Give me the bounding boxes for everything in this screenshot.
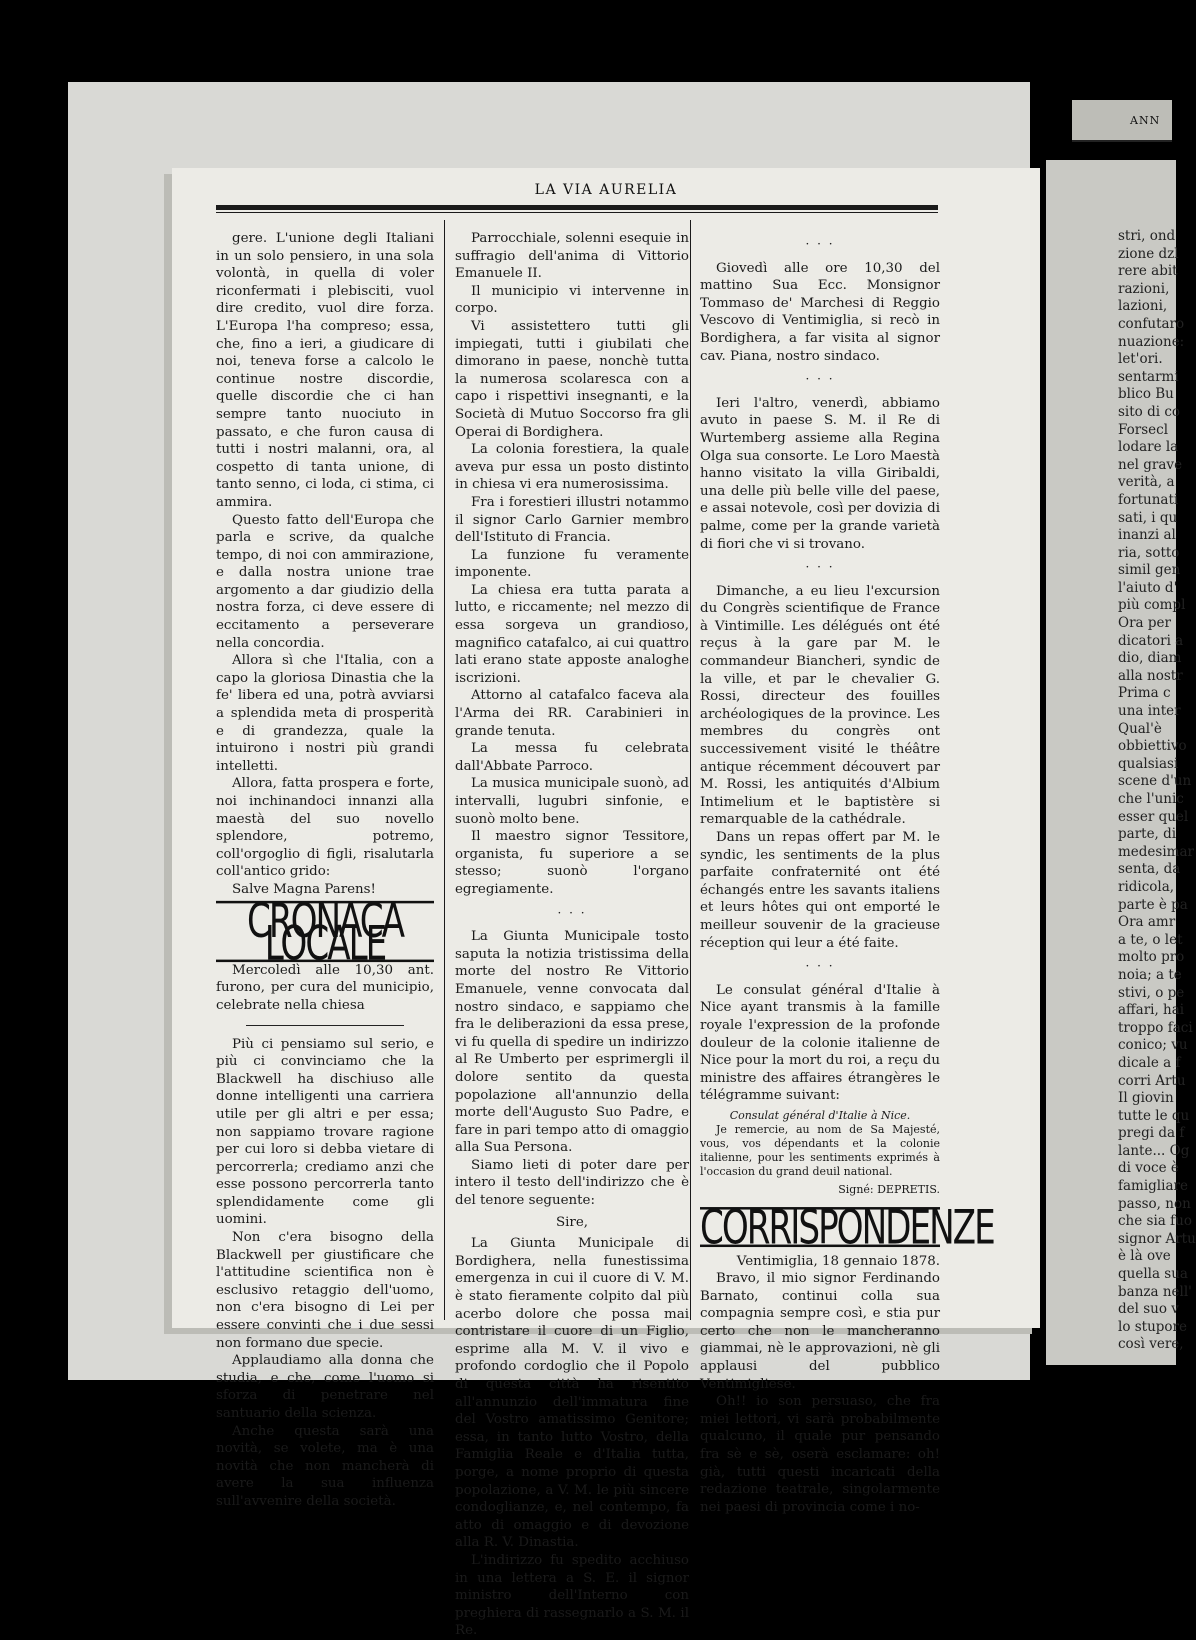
- column-1: [216, 230, 434, 1509]
- paragraph: Attorno al catafalco faceva ala l'Arma dei RR. Carabinieri in grande tenuta.: [455, 688, 689, 739]
- paragraph: La colonia forestiera, la quale aveva pur essa un posto distinto in chiesa vi era numerosissima.: [455, 442, 689, 493]
- adjacent-page-tab: [1072, 100, 1172, 142]
- telegram-signature: Signé: DEPRETIS.: [838, 1182, 940, 1196]
- blackwell-article: [216, 1036, 434, 1511]
- separator-dots: · · ·: [805, 560, 835, 575]
- paragraph: Parrocchiale, solenni esequie in suffragio dell'anima di Vittorio Emanuele II.: [455, 231, 689, 282]
- paragraph: Non c'era bisogno della Blackwell per giustificare che l'attitudine scientifica non è esclusivo retaggio dell'uomo, non c'era bisogno di Lei per essere convinti che i due sessi non formano due specie.: [216, 1230, 434, 1351]
- paragraph: Giovedì alle ore 10,30 del mattino Sua Ecc. Monsignor Tommaso de' Marchesi di Reggio Vescovo di Ventimiglia, si recò in Bordighera, a far visita al signor cav. Piana, nostro sindaco.: [700, 260, 940, 364]
- paragraph: Bravo, il mio signor Ferdinando Barnato, continui colla sua compagnia sempre così, e stia pur certo che non le mancheranno giammai, nè le approvazioni, nè gli applausi del pubblico Ventimigliese.: [700, 1271, 940, 1392]
- adjacent-page-text: stri, ond zione dzl rere abit razioni, lazioni, confutaro nuazione: let'ori. sentarmi blico Bu sito di co Forsecl lodare la nel grave verità, a fortunati sati, i qu inanzi al ria, sotto simil gen l'aiuto d' più compl Ora per dicatori a dio, diam alla nostr Prima c una inter Qual'è obbiettivo qualsiasi scene d'un che l'unic esser quel parte, di medesimar senta, da ridicola, parte è pa Ora amr a te, o let molto pro noia; a te stivi, o pe affari, hai troppo faci conico; vu dicale a f corri Artu Il giovin tutte le qu pregi da f lante... Og di voce è famigliare passo, non che sia fuo signor Artu è là ove quella sua banza nell' del suo v lo stupore così vere,: [1118, 228, 1196, 1353]
- column-3: [700, 230, 994, 1515]
- paragraph: Allora sì che l'Italia, con a capo la gloriosa Dinastia che la fe' libera ed una, potrà avviarsi a splendida meta di prosperità e di grandezza, quale la intuirono i nostri più grandi intelletti.: [216, 653, 434, 774]
- separator-dots: · · ·: [557, 905, 587, 920]
- paragraph: Più ci pensiamo sul serio, e più ci convinciamo che la Blackwell ha dischiuso alle donne intelligenti una carriera utile per gli altri e per essa; non sappiamo trovare ragione per cui loro si debba vietare di percorrerla; crediamo anzi che esse possono percorrerla tanto splendidamente come gli uomini.: [216, 1036, 434, 1228]
- paragraph: La musica municipale suonò, ad intervalli, lugubri sinfonie, e suonò molto bene.: [455, 776, 689, 827]
- telegram-head: Consulat général d'Italie à Nice.: [729, 1108, 911, 1122]
- paragraph: Le consulat général d'Italie à Nice ayant transmis à la famille royale l'expression de la profonde douleur de la colonie italienne de Nice pour la mort du roi, a reçu du ministre des affaires étrangères le télégramme suivant:: [700, 982, 940, 1104]
- column-2: [455, 230, 689, 1639]
- paragraph: Vi assistettero tutti gli impiegati, tutti i giubilati che dimorano in paese, nonchè tutta la numerosa scolaresca con a capo i rispettivi insegnanti, e la Società di Mutuo Soccorso fra gli Operai di Bordighera.: [455, 318, 689, 440]
- paragraph: La chiesa era tutta parata a lutto, e riccamente; nel mezzo di essa sorgeva un grandioso, magnifico catafalco, ai cui quattro lati erano state apposte analoghe iscrizioni.: [455, 582, 689, 686]
- bishop-visit: [700, 260, 940, 366]
- column-1-paragraphs: [216, 230, 434, 899]
- dateline: Ventimiglia, 18 gennaio 1878.: [736, 1253, 940, 1269]
- adjacent-page: [1046, 160, 1196, 1365]
- masthead: LA VIA AURELIA: [534, 182, 678, 198]
- cronaca-text: Mercoledì alle 10,30 ant. furono, per cura del municipio, celebrate nella chiesa: [216, 962, 434, 1013]
- column-rule-2: [690, 220, 691, 1320]
- adjacent-page-label: ANN: [1130, 114, 1161, 127]
- section-rule: [246, 1025, 404, 1026]
- paragraph: La funzione fu veramente imponente.: [455, 547, 689, 581]
- paragraph: Siamo lieti di poter dare per intero il testo dell'indirizzo che è del tenore seguente:: [455, 1157, 689, 1209]
- paragraph: Ieri l'altro, venerdì, abbiamo avuto in paese S. M. il Re di Wurtemberg assieme alla Regina Olga sua consorte. Le Loro Maestà hanno visitato la villa Giribaldi, una delle più belle ville del paese, e assai notevole, così per dovizia di palme, come per la grande varietà di fiori che vi si trovano.: [700, 395, 940, 552]
- paragraph: Salve Magna Parens!: [232, 881, 376, 897]
- cronaca-locale-heading: CRONACA LOCALE: [216, 900, 434, 961]
- masthead-rule: [216, 205, 938, 210]
- paragraph: Allora, fatta prospera e forte, noi inchinandoci innanzi alla maestà del suo novello splendore, potremo, coll'orgoglio di figli, risalutarla coll'antico grido:: [216, 776, 434, 880]
- paragraph: L'indirizzo fu spedito acchiuso in una lettera a S. E. il signor ministro dell'Interno con preghiera di rassegnarlo a S. M. il Re.: [455, 1552, 689, 1639]
- column-rule-1: [444, 220, 445, 1320]
- paragraph: Dimanche, a eu lieu l'excursion du Congrès scientifique de France à Vintimille. Les délégués ont été reçus à la gare par M. le commandeur Biancheri, syndic de la ville, et par le chevalier G. Rossi, directeur des fouilles archéologiques de la province. Les membres du congrès ont successivement visité le théâtre antique récemment découvert par M. Rossi, les antiquités d'Albium Intimelium et le baptistère si remarquable de la cathédrale.: [700, 583, 940, 828]
- paragraph: gere. L'unione degli Italiani in un solo pensiero, in una sola volontà, in quella di voler riconfermati i plebisciti, vuol dire credito, vuol dire forza. L'Europa l'ha compreso; essa, che, fino a ieri, a giudicare di noi, teneva forse a calcolo le continue nostre discordie, quelle discordie che ci han sempre tanto nuociuto in passato, e che furon causa di tutti i nostri malanni, ora, al cospetto di tanta unione, di tanto senno, ci loda, ci stima, ci ammira.: [216, 231, 434, 510]
- address-text: [455, 1235, 689, 1640]
- paragraph: Anche questa sarà una novità, se volete, ma è una novità che non mancherà di avere la sua influenza sull'avvenire della società.: [216, 1423, 434, 1509]
- paragraph: Questo fatto dell'Europa che parla e scrive, da qualche tempo, di noi con ammirazione, e dalla nostra unione trae argomento a dar giudizio della nostra forza, ci deve essere di eccitamento a perseverare nella concordia.: [216, 512, 434, 651]
- separator-dots: · · ·: [805, 372, 835, 387]
- paragraph: La Giunta Municipale tosto saputa la notizia tristissima della morte del nostro Re Vittorio Emanuele, venne convocata dal nostro sindaco, e sappiamo che fra le deliberazioni da essa prese, vi fu quella di spedire un indirizzo al Re Umberto per esprimergli il dolore sentito da questa popolazione all'annunzio della morte dell'Augusto Suo Padre, e fare in pari tempo atto di omaggio alla Sua Persona.: [455, 929, 689, 1156]
- telegram-body: Je remercie, au nom de Sa Majesté, vous, vos dépendants et la colonie italienne, pour les sentiments exprimés à l'occasion du grand deuil national.: [700, 1122, 940, 1178]
- consulat-report: [700, 982, 940, 1105]
- wurtemberg-visit: [700, 395, 940, 553]
- giunta-report: [455, 928, 689, 1210]
- sire-salutation: Sire,: [555, 1214, 589, 1230]
- paragraph: Oh!! io son persuaso, che fra miei lettori, vi sarà probabilmente qualcuno, il quale pur pensando fra sè e sè, oserà esclamare: oh! già, tutti questi incaricati della redazione teatrale, singolarmente nei paesi di provincia come i no-: [700, 1394, 940, 1515]
- paragraph: La messa fu celebrata dall'Abbate Parroco.: [455, 741, 689, 774]
- separator-dots: · · ·: [805, 959, 835, 974]
- paragraph: Dans un repas offert par M. le syndic, les sentiments de la plus parfaite confraternité ont été échangés entre les savants italiens et leurs hôtes qui ont emporté le meilleur souvenir de la gracieuse réception qui leur a été faite.: [700, 830, 940, 951]
- corrispondenze-text: [700, 1270, 940, 1516]
- corrispondenze-heading: CORRISPONDENZE: [700, 1199, 994, 1255]
- paragraph: Fra i forestieri illustri notammo il signor Carlo Garnier membro dell'Istituto di Francia.: [455, 494, 689, 546]
- congres-report: [700, 583, 940, 952]
- paragraph: Applaudiamo alla donna che studia, e che, come l'uomo si sforza di penetrare nel santuario della scienza.: [216, 1353, 434, 1421]
- funeral-report: [455, 230, 689, 899]
- separator-dots: · · ·: [805, 237, 835, 251]
- paragraph: Il municipio vi intervenne in corpo.: [455, 283, 689, 317]
- newspaper-page: [172, 168, 1040, 1639]
- paragraph: Il maestro signor Tessitore, organista, fu superiore a se stesso; suonò l'organo egregiamente.: [455, 829, 689, 897]
- paragraph: La Giunta Municipale di Bordighera, nella funestissima emergenza in cui il cuore di V. M. è stato fieramente colpito dal più acerbo dolore che possa mai contristare il cuore di un Figlio, esprime alla M. V. il vivo e profondo cordoglio che il Popolo di questa città ha risentito all'annunzio dell'immatura fine del Vostro amatissimo Genitore; essa, in tanto lutto Vostro, della Famiglia Reale e d'Italia tutta, porge, a nome proprio di questa popolazione, a V. M. le più sincere condoglianze, e, nel contempo, fa atto di omaggio e di devozione alla R. V. Dinastia.: [455, 1236, 689, 1551]
